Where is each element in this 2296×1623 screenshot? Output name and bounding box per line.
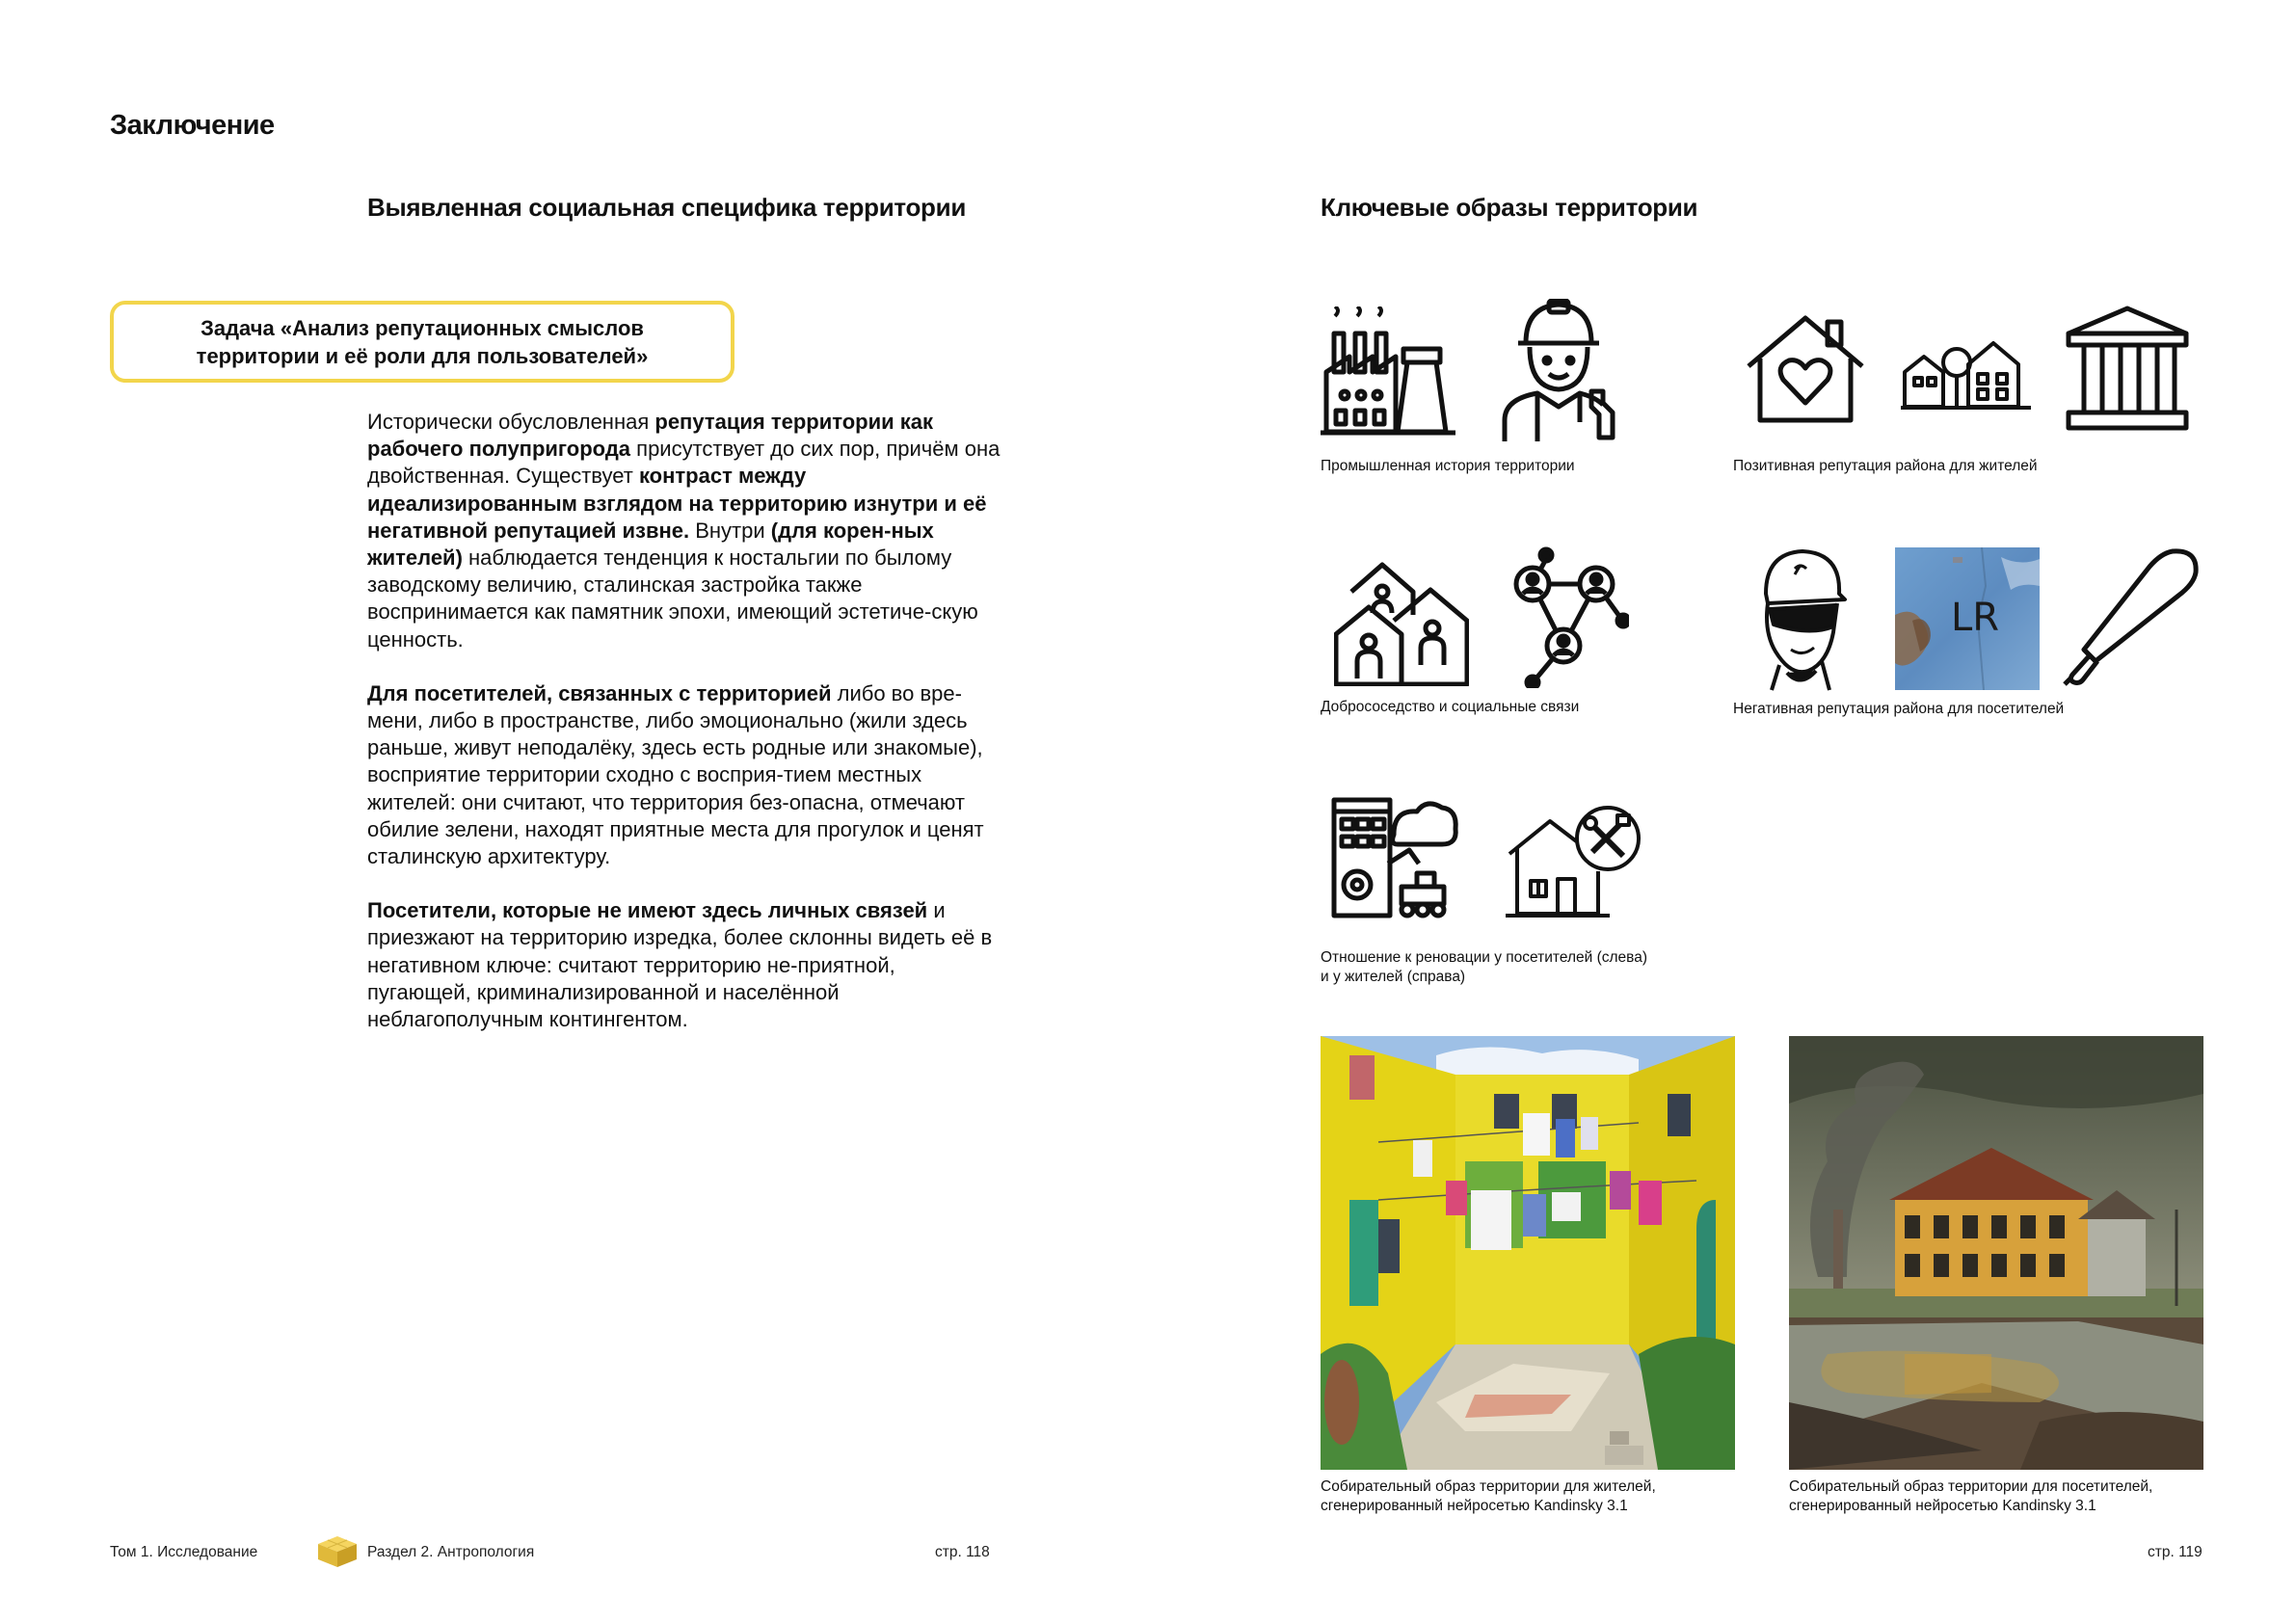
paragraph-2	[367, 680, 1003, 870]
caption-renovation-line-2: и у жителей (справа)	[1321, 969, 1466, 985]
visitors-house-photo	[1789, 1036, 2203, 1470]
caption-photo-visitors-line-2: сгенерированный нейросетью Kandinsky 3.1	[1789, 1498, 2096, 1514]
residents-courtyard-photo	[1321, 1036, 1735, 1470]
graffiti-text: LR	[1951, 596, 2000, 640]
bold-run: Посетители, которые не имеют здесь личных связей	[367, 898, 928, 923]
worker-icon	[1499, 299, 1629, 443]
graffiti-wall-photo	[1895, 547, 2040, 690]
social-network-icon	[1504, 545, 1629, 688]
baseball-bat-icon	[2057, 545, 2202, 688]
text-run: либо во вре-мени, либо в пространстве, либо эмоционально (жили здесь раньше, живут неподалёку, здесь есть родные или знакомые), восприятие территории сходно с восприя-тием местных жителей: они считают, что территория без-опасна, отмечают обилие зелени, находят приятные места для прогулок и ценят сталинскую архитектуру.	[367, 680, 984, 869]
text-run: и приезжают на территорию изредка, более склонны видеть её в негативном ключе: считают территорию не-приятной, пугающей, криминализированной и населённой неблагополучным контингентом.	[367, 898, 993, 1032]
task-box	[110, 301, 734, 383]
caption-photo-residents-line-1: Собирательный образ территории для жителей,	[1321, 1478, 1656, 1495]
left-heading: Выявленная социальная специфика территории	[367, 193, 966, 222]
text-run: Внутри	[689, 518, 771, 543]
text-run: наблюдается тенденция к ностальгии по былому заводскому величию, сталинская застройка также воспринимается как памятник эпохи, имеющий эстетиче-скую ценность.	[367, 545, 978, 652]
caption-neighbors: Добрососедство и социальные связи	[1321, 699, 1580, 715]
paragraph-1	[367, 409, 1003, 653]
renovation-construction-icon	[1330, 796, 1459, 919]
caption-photo-residents	[1321, 1477, 1656, 1516]
houses-trees-icon	[1901, 333, 2031, 411]
caption-industrial: Промышленная история территории	[1321, 458, 1575, 474]
house-heart-icon	[1743, 310, 1868, 426]
neighbor-houses-icon	[1334, 553, 1469, 686]
paragraph-3	[367, 897, 1003, 1033]
footer-section: Раздел 2. Антропология	[367, 1544, 535, 1560]
caption-renovation-line-1: Отношение к реновации у посетителей (слева)	[1321, 949, 1647, 966]
hooligan-face-icon	[1752, 545, 1849, 692]
page-number-right: стр. 119	[2148, 1544, 2203, 1560]
right-heading: Ключевые образы территории	[1321, 193, 1698, 222]
footer-volume: Том 1. Исследование	[110, 1544, 258, 1560]
caption-renovation	[1321, 948, 1647, 987]
task-line-1: Задача «Анализ репутационных смыслов	[200, 315, 644, 340]
task-line-2: территории и её роли для пользователей»	[196, 343, 649, 368]
cube-logo-icon	[316, 1534, 359, 1569]
bold-run: контраст между идеализированным взглядом на территорию изнутри и её негативной репутацией извне.	[367, 464, 987, 543]
text-run: присутствует до сих пор, причём она двойственная. Существует	[367, 437, 1001, 489]
body-text	[367, 409, 1003, 1060]
house-tools-icon	[1506, 804, 1642, 919]
caption-photo-residents-line-2: сгенерированный нейросетью Kandinsky 3.1	[1321, 1498, 1628, 1514]
caption-photo-visitors-line-1: Собирательный образ территории для посетителей,	[1789, 1478, 2153, 1495]
caption-negative: Негативная репутация района для посетителей	[1733, 701, 2065, 717]
bold-run: Для посетителей, связанных с территорией	[367, 680, 832, 705]
bold-run: репутация территории как рабочего полупригорода	[367, 410, 934, 462]
text-run: Исторически обусловленная	[367, 410, 655, 434]
section-title: Заключение	[110, 110, 275, 141]
columns-building-icon	[2063, 305, 2193, 432]
caption-positive: Позитивная репутация района для жителей	[1733, 458, 2038, 474]
page-number-left: стр. 118	[935, 1544, 990, 1560]
factory-icon	[1321, 306, 1455, 437]
bold-run: (для корен-ных жителей)	[367, 518, 934, 571]
caption-photo-visitors	[1789, 1477, 2152, 1516]
